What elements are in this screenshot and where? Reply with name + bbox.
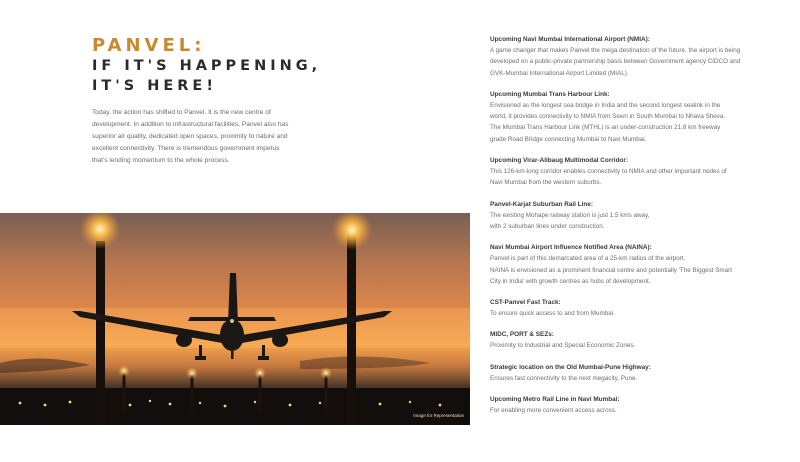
feature-line: This 126-km-long corridor enables connectivity to NMIA and other important nodes of <box>490 168 727 176</box>
intro-line: superior air quality, dedicated open spaces, proximity to nature and <box>92 133 288 140</box>
feature-item <box>490 242 780 287</box>
connectivity-features-list <box>490 34 780 426</box>
feature-line: grade Road Bridge connecting Mumbai to Navi Mumbai. <box>490 135 647 143</box>
feature-item <box>490 155 780 189</box>
heading-line-3: IT'S HERE! <box>92 78 217 94</box>
feature-line: Ensures fast connectivity to the next megacity, Pune. <box>490 374 638 382</box>
feature-item <box>490 199 780 233</box>
intro-line: Today, the action has shifted to Panvel. It is the new centre of <box>92 109 271 116</box>
image-caption: Image for Representation <box>413 413 464 418</box>
intro-line: that's lending momentum to the whole process. <box>92 157 230 164</box>
page-heading <box>92 36 321 96</box>
feature-line: Navi Mumbai from the western suburbs. <box>490 179 602 187</box>
airplane-scene-graphic <box>0 213 470 425</box>
intro-line: development. In addition to infrastructural facilities, Panvel also has <box>92 121 289 128</box>
intro-paragraph <box>92 107 304 167</box>
feature-title: Navi Mumbai Airport Influence Notified Area (NAINA): <box>490 244 652 252</box>
feature-item <box>490 329 780 351</box>
heading-line-1: PANVEL: <box>92 35 206 56</box>
feature-title: Panvel-Karjat Suburban Rail Line: <box>490 200 593 208</box>
feature-line: A game changer that makes Panvel the mega destination of the future, the airport is being <box>490 47 741 54</box>
feature-title: Strategic location on the Old Mumbai-Pune Highway: <box>490 363 651 371</box>
feature-title: Upcoming Virar-Alibaug Multimodal Corridor: <box>490 157 628 165</box>
feature-line: GVK-Mumbai International Airport Limited (MIAL). <box>490 69 629 77</box>
feature-line: NAINA is envisioned as a prominent financial centre and potentially 'The Biggest Smart <box>490 266 733 274</box>
feature-item <box>490 89 780 145</box>
feature-line: The existing Mohape railway station is just 1.5 kms away, <box>490 211 650 219</box>
feature-line: To ensure quick access to and from Mumbai. <box>490 310 615 318</box>
feature-line: developed on a public-private partnership basis between Government agency CIDCO and <box>490 58 741 66</box>
feature-line: For enabling more convenient access across. <box>490 407 617 415</box>
feature-line: Proximity to Industrial and Special Economic Zones. <box>490 342 636 350</box>
feature-item <box>490 362 780 384</box>
airplane-landing-image <box>0 213 470 425</box>
feature-line: The Mumbai Trans Harbour Link (MTHL) is an under-construction 21.8 km freeway <box>490 124 721 132</box>
feature-line: world, it provides connectivity to NMIA from Sewri in South Mumbai to Nhava Sheva. <box>490 113 726 121</box>
feature-item <box>490 394 780 416</box>
feature-title: Upcoming Navi Mumbai International Airport (NMIA): <box>490 36 650 43</box>
intro-line: excellent connectivity. There is tremendous government impetus <box>92 145 280 152</box>
feature-line: Panvel is part of this demarcated area of a 25-km radius of the airport. <box>490 255 686 263</box>
feature-title: CST-Panvel Fast Track: <box>490 299 561 307</box>
feature-line: City in India' with growth centres as hubs of development. <box>490 277 651 285</box>
feature-title: Upcoming Mumbai Trans Harbour Link: <box>490 90 610 98</box>
feature-line: Envisioned as the longest sea bridge in India and the second longest sealink in the <box>490 101 721 109</box>
heading-line-2: IF IT'S HAPPENING, <box>92 58 322 74</box>
feature-item <box>490 34 780 79</box>
feature-title: MIDC, PORT & SEZs: <box>490 331 554 339</box>
feature-line: with 2 suburban lines under construction. <box>490 222 605 230</box>
feature-item <box>490 297 780 319</box>
feature-title: Upcoming Metro Rail Line in Navi Mumbai: <box>490 396 620 404</box>
